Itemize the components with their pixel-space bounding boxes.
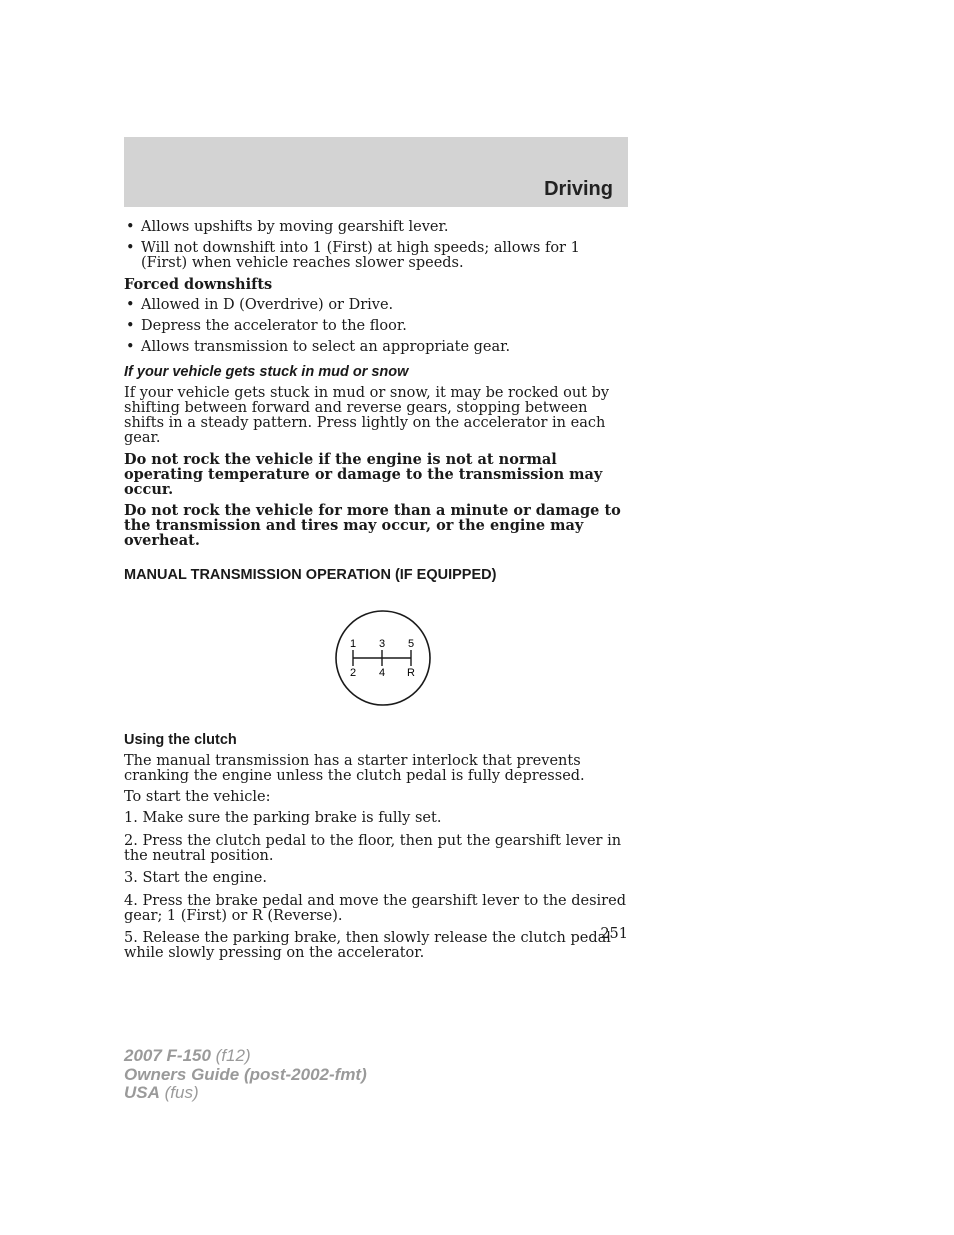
list-item: • Allows transmission to select an appropriate gear.	[124, 340, 628, 355]
page-content	[124, 220, 628, 967]
list-item: • Allows upshifts by moving gearshift lever.	[124, 220, 628, 235]
footer-line-model	[124, 1047, 367, 1066]
gear-label-5: 5	[407, 638, 415, 650]
gear-label-1: 1	[349, 638, 357, 650]
stuck-paragraph: If your vehicle gets stuck in mud or snow, it may be rocked out by shifting between forward and reverse gears, stopping between shifts in a steady pattern. Press lightly on the accelerator in each gear.	[124, 385, 610, 446]
stuck-heading: If your vehicle gets stuck in mud or snow	[124, 364, 409, 380]
to-start-label: To start the vehicle:	[124, 789, 271, 805]
footer-model: 2007 F-150	[124, 1046, 211, 1065]
step-item: 3. Start the engine.	[124, 870, 267, 886]
using-clutch-heading: Using the clutch	[124, 732, 237, 748]
shift-pattern-icon	[333, 608, 433, 708]
footer-region-code: (fus)	[159, 1083, 199, 1102]
gear-label-2: 2	[349, 667, 357, 679]
document-footer	[124, 1047, 367, 1103]
list-item: • Will not downshift into 1 (First) at high speeds; allows for 1 (First) when vehicle reaches slower speeds.	[124, 241, 628, 271]
step-item: 1. Make sure the parking brake is fully set.	[124, 810, 442, 826]
gear-label-4: 4	[378, 667, 386, 679]
forced-downshifts-list	[124, 298, 628, 355]
step-item: 2. Press the clutch pedal to the floor, then put the gearshift lever in the neutral position.	[124, 833, 622, 864]
upshift-list	[124, 220, 628, 271]
section-header-band	[124, 137, 628, 207]
clutch-intro: The manual transmission has a starter interlock that prevents cranking the engine unless the clutch pedal is fully depressed.	[124, 753, 585, 784]
list-item: • Allowed in D (Overdrive) or Drive.	[124, 298, 628, 313]
footer-region: USA	[124, 1083, 160, 1102]
warning-temperature: Do not rock the vehicle if the engine is not at normal operating temperature or damage to the transmission may occur.	[124, 451, 603, 498]
step-item: 4. Press the brake pedal and move the gearshift lever to the desired gear; 1 (First) or R (Reverse).	[124, 893, 626, 924]
list-item: • Depress the accelerator to the floor.	[124, 319, 628, 334]
gear-label-reverse: R	[407, 667, 415, 679]
step-item: 5. Release the parking brake, then slowly release the clutch pedal while slowly pressing on the accelerator.	[124, 930, 611, 961]
shift-pattern-diagram	[333, 608, 433, 708]
warning-duration: Do not rock the vehicle for more than a minute or damage to the transmission and tires may occur, or the engine may overheat.	[124, 502, 621, 549]
footer-guide: Owners Guide (post-2002-fmt)	[124, 1064, 367, 1084]
page-number: 251	[600, 926, 628, 942]
footer-model-code: (f12)	[210, 1046, 251, 1065]
gear-label-3: 3	[378, 638, 386, 650]
footer-line-region	[124, 1084, 367, 1103]
forced-downshifts-heading: Forced downshifts	[124, 276, 273, 293]
section-title: Driving	[544, 178, 613, 200]
manual-transmission-heading: MANUAL TRANSMISSION OPERATION (IF EQUIPPED)	[124, 567, 497, 583]
